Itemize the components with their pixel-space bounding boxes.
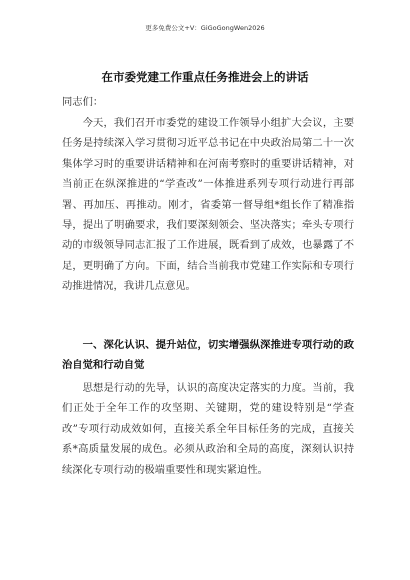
intro-paragraph: 今天，我们召开市委党的建设工作领导小组扩大会议，主要任务是持续深入学习贯彻习近平总书记在中央政治局第二十一次集体学习时的重要讲话精神和在河南考察时的重要讲话精神，对当前正在纵深推进的“学查改”一体推进系列专项行动进行再部署、再加压、再推动。刚才，省委第一督导组*组长作了精准指导，提出了明确要求，我们要深刻领会、坚决落实；牵头专项行动的市级领导同志汇报了工作进展，既看到了成效，也暴露了不足，更明确了方向。下面，结合当前我市党建工作实际和专项行动推进情况，我讲几点意见。 xyxy=(62,117,354,293)
salutation: 同志们： xyxy=(62,96,104,108)
section-1-paragraph: 思想是行动的先导，认识的高度决定落实的力度。当前，我们正处于全年工作的攻坚期、关键期，党的建设特别是“学查改”专项行动成效如何，直接关系全年目标任务的完成，直接关系*高质量发展的成色。必须从政治和全局的高度，深刻认识持续深化专项行动的极端重要性和现实紧迫性。 xyxy=(62,382,354,476)
watermark-header: 更多免费公文+V：GiGoGongWen2026 xyxy=(145,24,265,32)
intro-section xyxy=(62,113,354,297)
document-title: 在市委党建工作重点任务推进会上的讲话 xyxy=(101,70,309,84)
section-1-heading: 一、深化认识、提升站位，切实增强纵深推进专项行动的政治自觉和行动自觉 xyxy=(62,339,354,372)
section-1-body xyxy=(62,378,354,480)
